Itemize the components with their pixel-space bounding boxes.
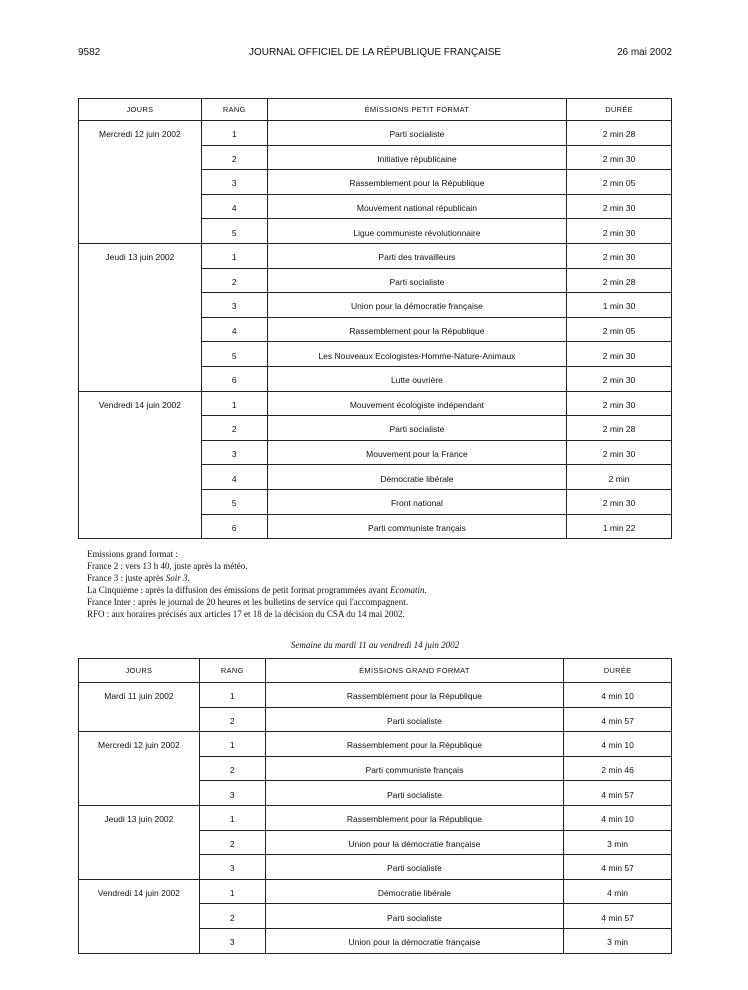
emission-cell: Démocratie libérale [267, 465, 566, 490]
table-row [79, 243, 672, 268]
duration-cell: 4 min 57 [564, 855, 672, 880]
emission-cell: Union pour la démocratie française [265, 830, 563, 855]
column-header-duree: DURÉE [567, 99, 672, 121]
duration-cell: 4 min 57 [564, 904, 672, 929]
emission-cell: Parti socialiste [265, 904, 563, 929]
rank-cell: 2 [201, 416, 267, 441]
column-header-jours: JOURS [79, 659, 200, 683]
rank-cell: 2 [199, 904, 265, 929]
table-row [79, 879, 672, 904]
duration-cell: 2 min 30 [567, 145, 672, 170]
emission-cell: Parti socialiste [265, 707, 563, 732]
journal-title: JOURNAL OFFICIEL DE LA RÉPUBLIQUE FRANÇAISE [248, 47, 502, 58]
rank-cell: 1 [201, 243, 267, 268]
column-header-emissions: ÉMISSIONS GRAND FORMAT [265, 659, 563, 683]
duration-cell: 4 min [564, 879, 672, 904]
note-la-cinquieme: La Cinquième : après la diffusion des émissions de petit format programmées avant Ecomatin. [87, 584, 427, 595]
duration-cell: 2 min 28 [567, 121, 672, 146]
rank-cell: 2 [199, 756, 265, 781]
rank-cell: 5 [201, 342, 267, 367]
rank-cell: 1 [201, 391, 267, 416]
emission-cell: Lutte ouvrière [267, 366, 566, 391]
column-header-rang: RANG [199, 659, 265, 683]
rank-cell: 2 [201, 268, 267, 293]
duration-cell: 2 min 30 [567, 440, 672, 465]
note-france-inter: France Inter : après le journal de 20 heures et les bulletins de service qui l'accompagnent. [87, 596, 409, 607]
duration-cell: 2 min 30 [567, 366, 672, 391]
rank-cell: 3 [199, 781, 265, 806]
duration-cell: 4 min 10 [564, 683, 672, 708]
rank-cell: 2 [199, 830, 265, 855]
emission-cell: Union pour la démocratie française [265, 928, 563, 953]
rank-cell: 3 [201, 293, 267, 318]
emission-cell: Rassemblement pour la République [265, 732, 563, 757]
day-cell: Mardi 11 juin 2002 [79, 683, 200, 732]
duration-cell: 3 min [564, 830, 672, 855]
duration-cell: 2 min 30 [567, 194, 672, 219]
note-title: Emissions grand format : [87, 549, 178, 559]
duration-cell: 2 min 30 [567, 243, 672, 268]
table-row [79, 391, 672, 416]
week-caption: Semaine du mardi 11 au vendredi 14 juin 2002 [290, 640, 460, 650]
rank-cell: 1 [199, 805, 265, 830]
emission-cell: Mouvement pour la France [267, 440, 566, 465]
duration-cell: 4 min 10 [564, 732, 672, 757]
duration-cell: 2 min 30 [567, 391, 672, 416]
emission-cell: Rassemblement pour la République [265, 683, 563, 708]
broadcast-notes [87, 549, 427, 620]
emission-cell: Mouvement écologiste indépendant [267, 391, 566, 416]
column-header-jours: JOURS [79, 99, 202, 121]
duration-cell: 1 min 22 [567, 514, 672, 539]
rank-cell: 6 [201, 514, 267, 539]
emission-cell: Parti socialiste [265, 855, 563, 880]
rank-cell: 6 [201, 366, 267, 391]
emission-cell: Les Nouveaux Ecologistes-Homme-Nature-Animaux [267, 342, 566, 367]
emission-cell: Ligue communiste révolutionnaire [267, 219, 566, 244]
duration-cell: 2 min 28 [567, 268, 672, 293]
page-number: 9582 [78, 47, 101, 58]
table-row [79, 805, 672, 830]
rank-cell: 2 [201, 145, 267, 170]
rank-cell: 1 [199, 879, 265, 904]
emission-cell: Parti socialiste [267, 121, 566, 146]
duration-cell: 1 min 30 [567, 293, 672, 318]
duration-cell: 2 min 28 [567, 416, 672, 441]
emission-cell: Rassemblement pour la République [267, 317, 566, 342]
emission-cell: Parti communiste français [267, 514, 566, 539]
emission-cell: Union pour la démocratie française [267, 293, 566, 318]
rank-cell: 4 [201, 194, 267, 219]
duration-cell: 2 min 46 [564, 756, 672, 781]
duration-cell: 2 min [567, 465, 672, 490]
day-cell: Mercredi 12 juin 2002 [79, 732, 200, 806]
emission-cell: Rassemblement pour la République [265, 805, 563, 830]
duration-cell: 2 min 30 [567, 219, 672, 244]
duration-cell: 4 min 10 [564, 805, 672, 830]
rank-cell: 4 [201, 465, 267, 490]
issue-date: 26 mai 2002 [616, 47, 672, 58]
emission-cell: Front national [267, 489, 566, 514]
emission-cell: Parti socialiste [267, 416, 566, 441]
rank-cell: 1 [199, 732, 265, 757]
rank-cell: 3 [201, 440, 267, 465]
day-cell: Vendredi 14 juin 2002 [79, 391, 202, 539]
rank-cell: 3 [199, 855, 265, 880]
emission-cell: Parti socialiste [265, 781, 563, 806]
rank-cell: 3 [199, 928, 265, 953]
duration-cell: 2 min 05 [567, 170, 672, 195]
table-row [79, 683, 672, 708]
day-cell: Jeudi 13 juin 2002 [79, 805, 200, 879]
column-header-duree: DURÉE [564, 659, 672, 683]
rank-cell: 5 [201, 219, 267, 244]
column-header-emissions: ÉMISSIONS PETIT FORMAT [267, 99, 566, 121]
note-france3: France 3 : juste après Soir 3. [87, 572, 190, 583]
duration-cell: 4 min 57 [564, 707, 672, 732]
rank-cell: 3 [201, 170, 267, 195]
duration-cell: 2 min 30 [567, 342, 672, 367]
duration-cell: 2 min 30 [567, 489, 672, 514]
petit-format-table [78, 98, 672, 539]
rank-cell: 5 [201, 489, 267, 514]
note-rfo: RFO : aux horaires précisés aux articles 17 et 18 de la décision du CSA du 14 mai 2002. [87, 608, 405, 619]
day-cell: Vendredi 14 juin 2002 [79, 879, 200, 953]
emission-cell: Initiative républicaine [267, 145, 566, 170]
page-header [78, 47, 672, 61]
note-france2: France 2 : vers 13 h 40, juste après la météo. [87, 560, 248, 571]
duration-cell: 2 min 05 [567, 317, 672, 342]
duration-cell: 3 min [564, 928, 672, 953]
rank-cell: 4 [201, 317, 267, 342]
emission-cell: Parti communiste français [265, 756, 563, 781]
rank-cell: 2 [199, 707, 265, 732]
emission-cell: Rassemblement pour la République [267, 170, 566, 195]
grand-format-table [78, 658, 672, 954]
day-cell: Mercredi 12 juin 2002 [79, 121, 202, 244]
emission-cell: Parti socialiste [267, 268, 566, 293]
duration-cell: 4 min 57 [564, 781, 672, 806]
rank-cell: 1 [201, 121, 267, 146]
column-header-rang: RANG [201, 99, 267, 121]
day-cell: Jeudi 13 juin 2002 [79, 243, 202, 391]
emission-cell: Parti des travailleurs [267, 243, 566, 268]
emission-cell: Mouvement national républicain [267, 194, 566, 219]
rank-cell: 1 [199, 683, 265, 708]
emission-cell: Démocratie libérale [265, 879, 563, 904]
table-row [79, 732, 672, 757]
table-row [79, 121, 672, 146]
